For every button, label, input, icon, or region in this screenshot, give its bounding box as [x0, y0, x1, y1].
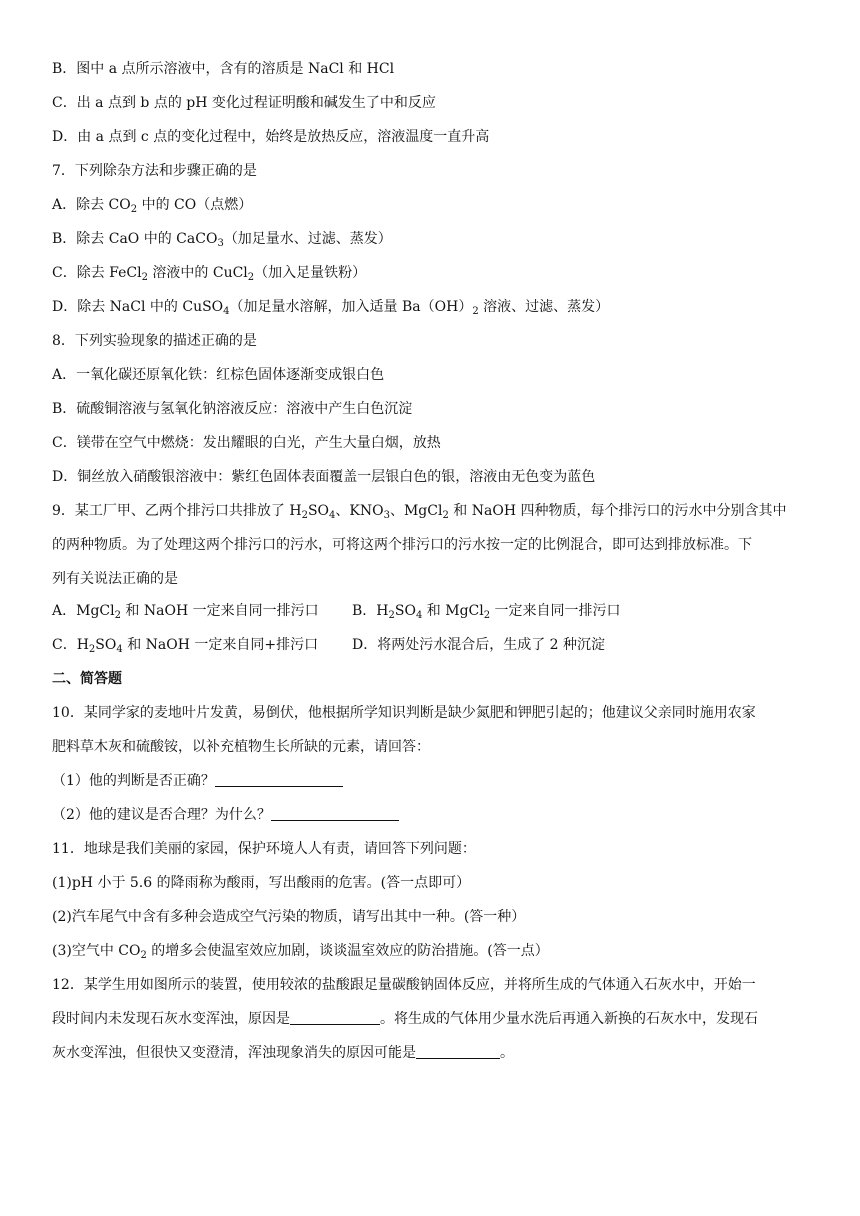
q11-part1: (1)pH 小于 5.6 的降雨称为酸雨，写出酸雨的危害。(答一点即可）: [52, 875, 471, 891]
q8-option-c: C．镁带在空气中燃烧：发出耀眼的白光，产生大量白烟，放热: [52, 435, 441, 451]
q9-stem-line2: 的两种物质。为了处理这两个排污口的污水，可将这两个排污口的污水按一定的比例混合，即可达到排放标准。下: [52, 537, 752, 553]
q12-line3: 灰水变浑浊，但很快又变澄清，浑浊现象消失的原因可能是 。: [52, 1045, 514, 1061]
q11-part3: (3)空气中 $CO_2$ 的增多会使温室效应加剧，谈谈温室效应的防治措施。(答一点）: [52, 943, 549, 961]
q9-option-a: A．MgCl$_2$ 和 NaOH 一定来自同一排污口: [52, 603, 319, 621]
q7-option-b: B．除去 CaO 中的 CaCO$_3$（加足量水、过滤、蒸发）: [52, 231, 392, 249]
section-heading-short-answer: 二、简答题: [52, 671, 122, 687]
q8-option-d: D．铜丝放入硝酸银溶液中：紫红色固体表面覆盖一层银白色的银，溶液由无色变为蓝色: [52, 469, 596, 485]
q9-stem-line3: 列有关说法正确的是: [52, 571, 178, 587]
q8-stem: 8．下列实验现象的描述正确的是: [52, 333, 257, 349]
q7-option-a: A．除去 $CO_2$ 中的 CO（点燃）: [52, 197, 253, 215]
q7-stem: 7．下列除杂方法和步骤正确的是: [52, 163, 257, 179]
q12-line1: 12．某学生用如图所示的装置，使用较浓的盐酸跟足量碳酸钠固体反应，并将所生成的气体通入石灰水中，开始一: [52, 977, 756, 993]
answer-blank[interactable]: [215, 772, 343, 787]
q9-option-c: C．$H_2SO_4$ 和 NaOH 一定来自同+排污口: [52, 637, 319, 655]
q9-option-d: D．将两处污水混合后，生成了 2 种沉淀: [352, 637, 606, 653]
q6-option-c: C．出 a 点到 b 点的 pH 变化过程证明酸和碱发生了中和反应: [52, 95, 436, 111]
answer-blank[interactable]: [271, 806, 399, 821]
q9-option-b: B．$H_2SO_4$ 和 MgCl$_2$ 一定来自同一排污口: [352, 603, 621, 621]
q11-part2: (2)汽车尾气中含有多种会造成空气污染的物质，请写出其中一种。(答一种）: [52, 909, 526, 925]
q10-part2: （2）他的建议是否合理？为什么？: [52, 805, 399, 825]
answer-blank[interactable]: [290, 1010, 380, 1025]
q10-part1: （1）他的判断是否正确？: [52, 771, 343, 791]
q11-stem: 11．地球是我们美丽的家园，保护环境人人有责，请回答下列问题：: [52, 841, 476, 857]
q9-stem-line1: 9．某工厂甲、乙两个排污口共排放了 $H_2SO_4$、$KNO_3$、MgCl$_2$ 和 NaOH 四种物质，每个排污口的污水中分别含其中: [52, 503, 787, 521]
q6-option-b: B．图中 a 点所示溶液中，含有的溶质是 NaCl 和 HCl: [52, 61, 395, 77]
q7-option-d: D．除去 NaCl 中的 CuSO$_4$（加足量水溶解，加入适量 $Ba(OH)_2$ 溶液、过滤、蒸发）: [52, 299, 610, 317]
q12-line2: 段时间内未发现石灰水变浑浊，原因是 。将生成的气体用少量水洗后再通入新换的石灰水中，发现石: [52, 1011, 758, 1027]
q8-option-a: A．一氧化碳还原氧化铁：红棕色固体逐渐变成银白色: [52, 367, 385, 383]
q10-stem-line2: 肥料草木灰和硫酸铵，以补充植物生长所缺的元素，请回答：: [52, 739, 430, 755]
q10-stem-line1: 10．某同学家的麦地叶片发黄，易倒伏，他根据所学知识判断是缺少氮肥和钾肥引起的；他建议父亲同时施用农家: [52, 705, 756, 721]
q8-option-b: B．硫酸铜溶液与氢氧化钠溶液反应：溶液中产生白色沉淀: [52, 401, 413, 417]
answer-blank[interactable]: [416, 1044, 500, 1059]
q6-option-d: D．由 a 点到 c 点的变化过程中，始终是放热反应，溶液温度一直升高: [52, 129, 490, 145]
q7-option-c: C．除去 FeCl$_2$ 溶液中的 CuCl$_2$（加入足量铁粉）: [52, 265, 367, 283]
